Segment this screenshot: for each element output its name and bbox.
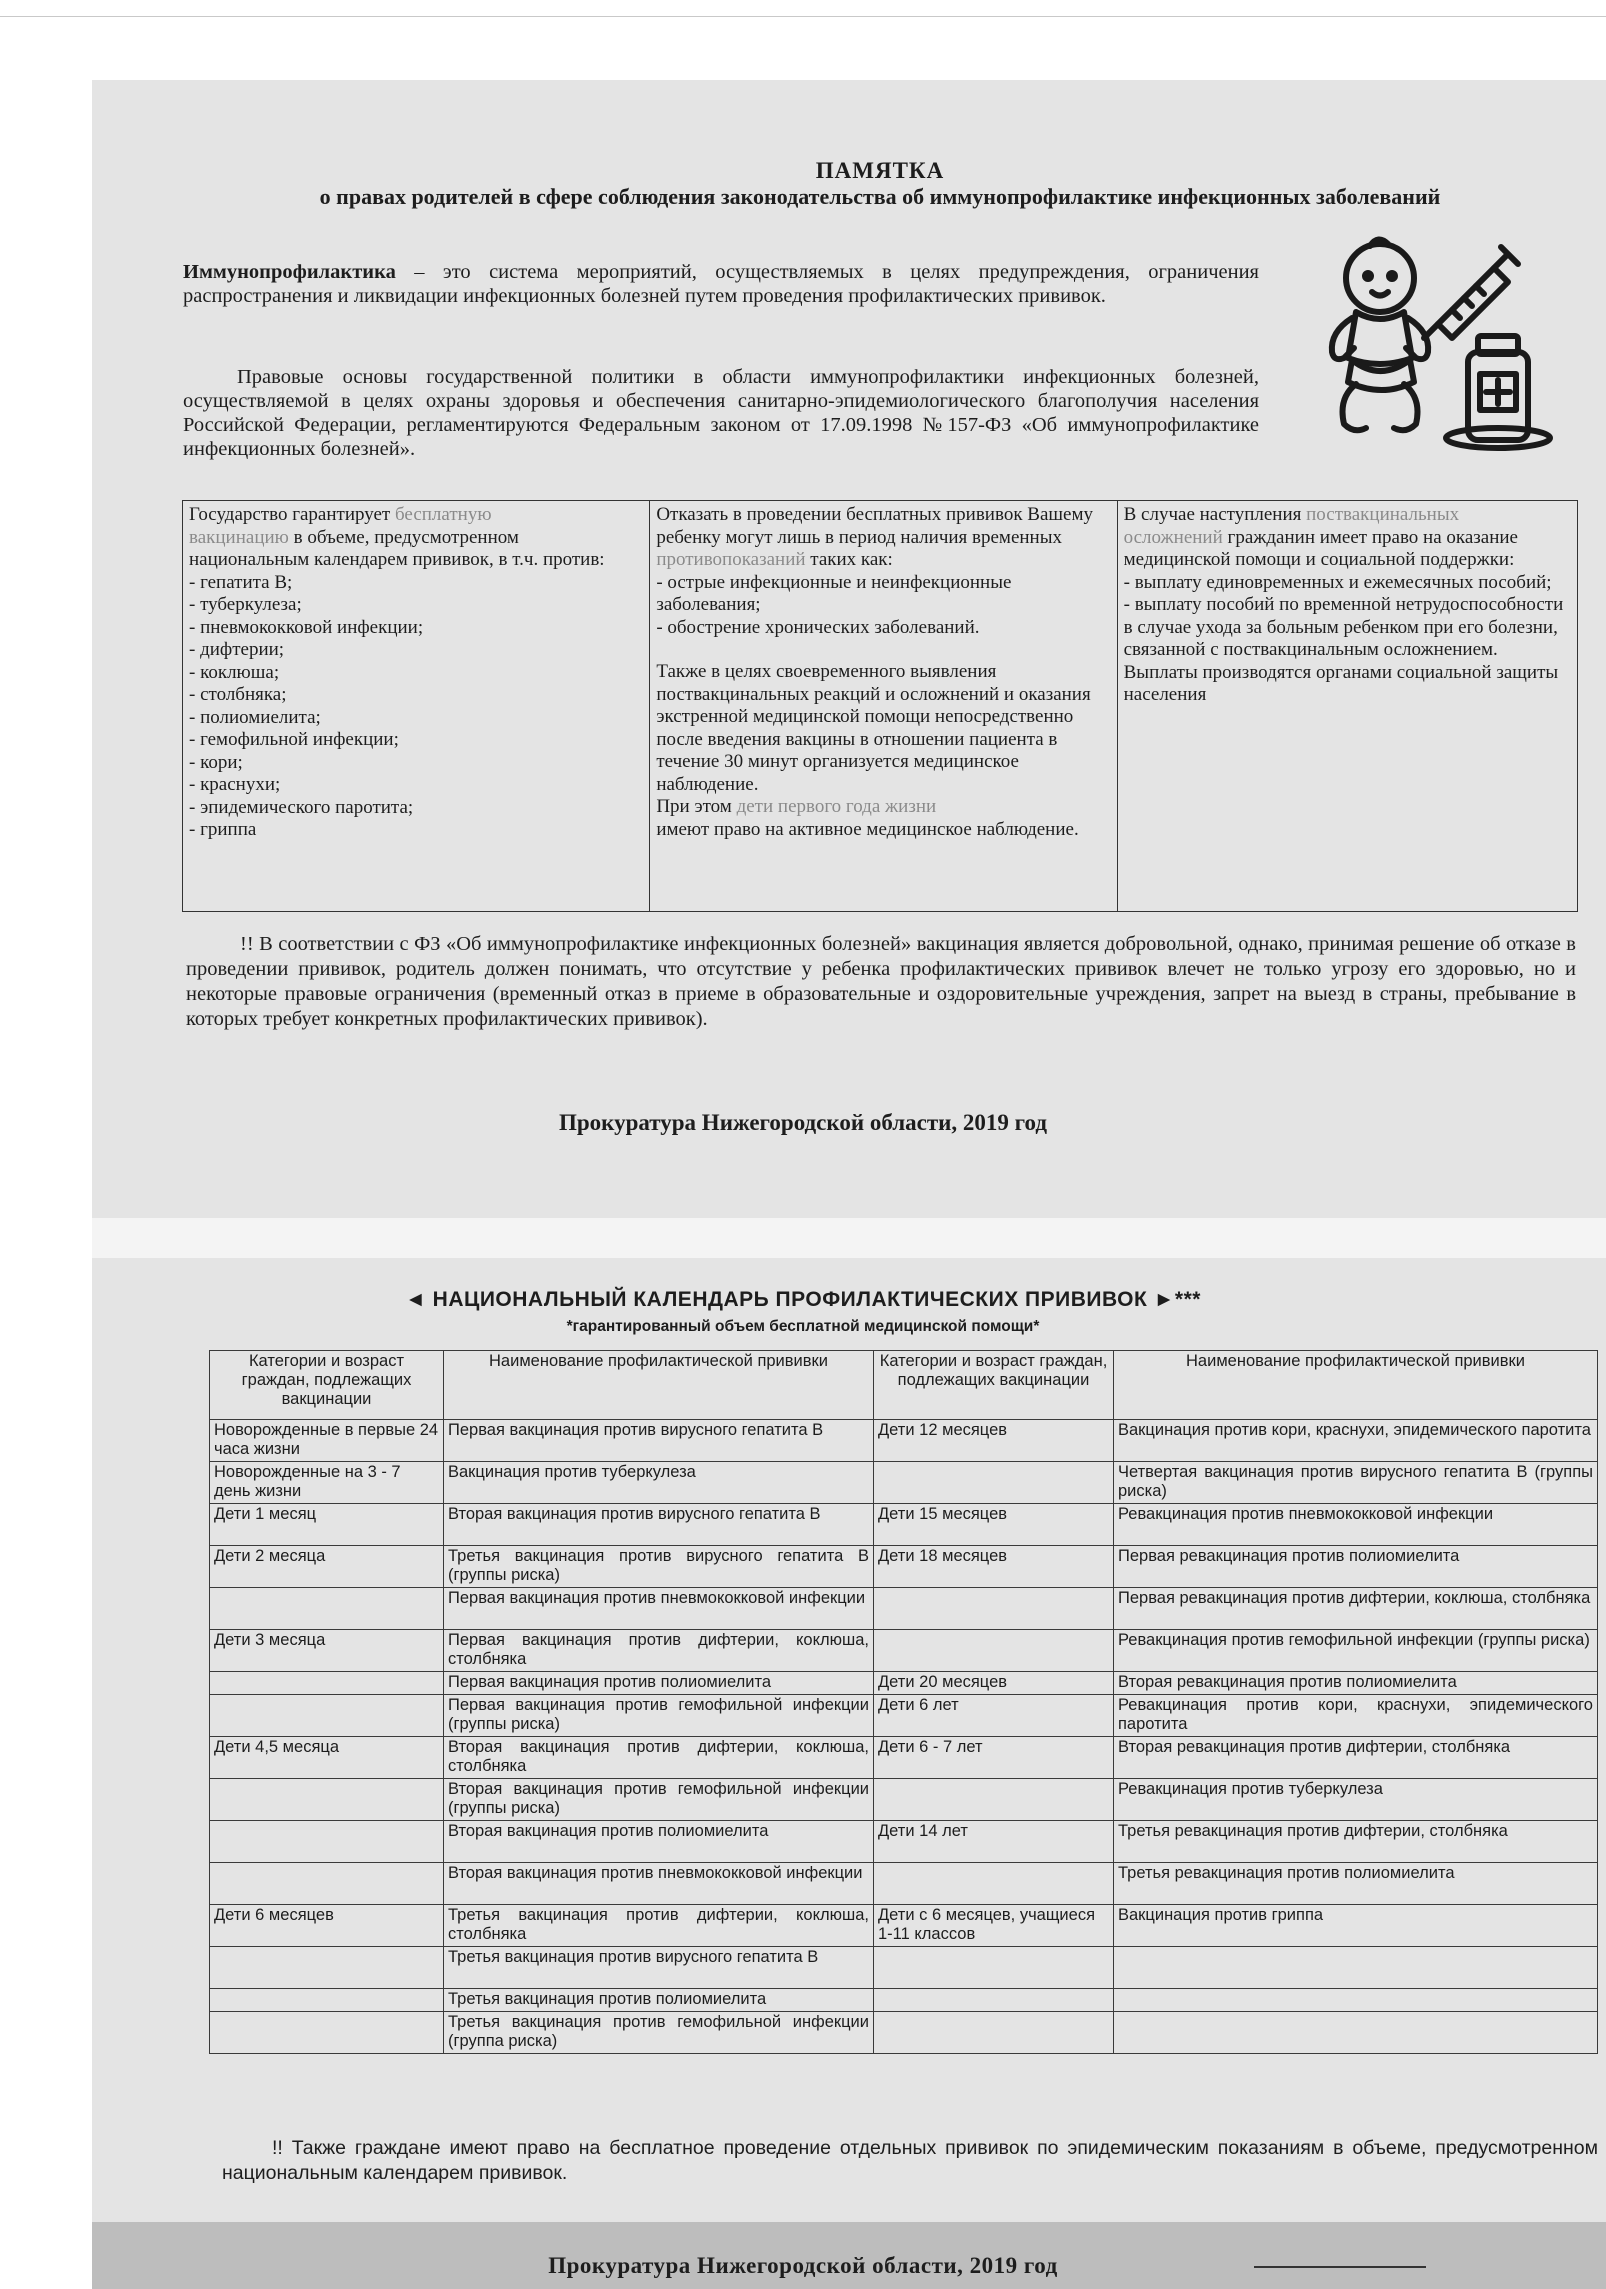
vaccine-cell [1114, 1947, 1598, 1989]
contraindication-item: - обострение хронических заболеваний. [656, 616, 980, 638]
disease-item: - эпидемического паротита; [189, 796, 414, 818]
age-cell: Дети 20 месяцев [874, 1672, 1114, 1695]
age-cell: Дети 6 месяцев [210, 1905, 444, 1947]
table-row [210, 1588, 1598, 1630]
table-header-row [210, 1351, 1598, 1420]
vaccine-cell: Вакцинация против кори, краснухи, эпидемического паротита [1114, 1420, 1598, 1462]
vaccine-cell: Третья ревакцинация против полиомиелита [1114, 1863, 1598, 1905]
disease-item: - гемофильной инфекции; [189, 729, 399, 750]
age-cell [210, 1947, 444, 1989]
scan-top-rule [0, 16, 1606, 17]
infant-text: При этом [656, 796, 737, 817]
age-cell [210, 2012, 444, 2054]
age-cell [874, 1462, 1114, 1504]
vaccine-cell: Ревакцинация против кори, краснухи, эпидемического паротита [1114, 1695, 1598, 1737]
column-header: Наименование профилактической прививки [444, 1351, 874, 1420]
prosecutor-signature: Прокуратура Нижегородской области, 2019 год [558, 1110, 1048, 1135]
vaccine-cell: Первая вакцинация против полиомиелита [444, 1672, 874, 1695]
age-cell: Дети 6 лет [874, 1695, 1114, 1737]
age-cell: Дети 18 месяцев [874, 1546, 1114, 1588]
age-cell [874, 2012, 1114, 2054]
table-row [210, 1546, 1598, 1588]
disease-item: - кори; [189, 751, 243, 773]
age-cell: Дети 4,5 месяца [210, 1737, 444, 1779]
rights-table [182, 500, 1578, 912]
epidemic-indications-footnote: !! Также граждане имеют право на бесплатное проведение отдельных прививок по эпидемическим показаниям в объеме, предусмотренном национальным календарем прививок. [222, 2137, 1598, 2184]
age-cell [874, 1588, 1114, 1630]
guarantee-heading-cont: в объеме, предусмотренном национальным календарем прививок, в т.ч. против: [189, 526, 605, 570]
disease-item: - пневмококковой инфекции; [189, 616, 424, 638]
table-row [210, 1420, 1598, 1462]
table-row [210, 1905, 1598, 1947]
complication-heading-faded: осложнений [1123, 526, 1223, 548]
table-row [210, 1989, 1598, 2012]
age-cell: Дети 12 месяцев [874, 1420, 1114, 1462]
vaccine-cell: Первая вакцинация против пневмококковой инфекции [444, 1588, 874, 1630]
signature-underline [1254, 2266, 1426, 2268]
intro-legal-basis: Правовые основы государственной политики в области иммунопрофилактики инфекционных болезней, осуществляемой в целях охраны здоровья и обеспечения санитарно-эпидемиологического благополучия населения Российской Федерации, регламентируются Федеральным законом от 17.09.1998 №157-ФЗ «Об иммунопрофилактике инфекционных болезней». [183, 366, 1259, 460]
age-cell: Дети с 6 месяцев, учащиеся 1-11 классов [874, 1905, 1114, 1947]
disease-item: - краснухи; [189, 774, 281, 795]
age-cell: Новорожденные на 3 - 7 день жизни [210, 1462, 444, 1504]
table-row [210, 1863, 1598, 1905]
complication-heading-cont: гражданин имеет право на оказание медицинской помощи и социальной поддержки: [1123, 526, 1518, 570]
complication-heading: В случае наступления [1123, 504, 1307, 525]
disease-item: - туберкулеза; [189, 594, 302, 615]
infant-text-cont: имеют право на активное медицинское наблюдение. [656, 818, 1079, 840]
contraindication-item: - острые инфекционные и неинфекционные заболевания; [656, 571, 1012, 615]
vaccine-cell: Ревакцинация против пневмококковой инфекции [1114, 1504, 1598, 1546]
spacer [656, 639, 1110, 661]
age-cell [210, 1672, 444, 1695]
benefit-item: - выплату пособий по временной нетрудоспособности в случае ухода за больным ребенком при его болезни, связанной с поствакцинальным осложнением. [1123, 594, 1564, 660]
disease-item: - дифтерии; [189, 639, 285, 660]
age-cell [210, 1588, 444, 1630]
vaccine-cell: Вторая вакцинация против пневмококковой инфекции [444, 1863, 874, 1905]
complication-heading-faded: поствакцинальных [1306, 504, 1460, 525]
column-header: Категории и возраст граждан, подлежащих вакцинации [874, 1351, 1114, 1420]
vaccine-cell: Вторая ревакцинация против полиомиелита [1114, 1672, 1598, 1695]
observation-text: Также в целях своевременного выявления поствакцинальных реакций и осложнений и оказания экстренной медицинской помощи непосредственно после введения вакцины в отношении пациента в течение 30 минут организуется медицинское наблюдение. [656, 661, 1091, 795]
age-cell: Дети 14 лет [874, 1821, 1114, 1863]
age-cell [210, 1695, 444, 1737]
age-cell [210, 1989, 444, 2012]
age-cell: Дети 2 месяца [210, 1546, 444, 1588]
baby-syringe-vial-icon [1318, 232, 1554, 456]
table-row [210, 1695, 1598, 1737]
vaccine-cell: Первая вакцинация против вирусного гепатита В [444, 1420, 874, 1462]
table-row [210, 1737, 1598, 1779]
vaccine-cell: Ревакцинация против туберкулеза [1114, 1779, 1598, 1821]
disease-item: - гепатита В; [189, 571, 293, 593]
vaccine-cell: Вакцинация против гриппа [1114, 1905, 1598, 1947]
table-row [210, 1462, 1598, 1504]
vaccine-cell [1114, 1989, 1598, 2012]
intro-term: Иммунопрофилактика [183, 261, 396, 283]
vaccine-cell: Ревакцинация против гемофильной инфекции (группы риска) [1114, 1630, 1598, 1672]
vaccine-cell [1114, 2012, 1598, 2054]
rights-column-complications [1117, 501, 1577, 912]
guarantee-heading: Государство гарантирует [189, 504, 395, 525]
vaccine-cell: Первая ревакцинация против полиомиелита [1114, 1546, 1598, 1588]
vaccine-cell: Вторая вакцинация против полиомиелита [444, 1821, 874, 1863]
benefit-item: - выплату единовременных и ежемесячных пособий; [1123, 571, 1552, 593]
calendar-subtitle: *гарантированный объем бесплатной медицинской помощи* [566, 1318, 1040, 1335]
table-row [210, 1947, 1598, 1989]
guarantee-heading-faded: вакцинацию [189, 526, 289, 548]
document-subtitle: о правах родителей в сфере соблюдения законодательства об иммунопрофилактике инфекционных заболеваний [319, 184, 1441, 209]
refusal-text: Отказать в проведении бесплатных прививок Вашему ребенку могут лишь в период наличия временных [656, 504, 1093, 548]
age-cell: Дети 1 месяц [210, 1504, 444, 1546]
vaccine-cell: Четвертая вакцинация против вирусного гепатита В (группы риска) [1114, 1462, 1598, 1504]
voluntary-vaccination-notice: !! В соответствии с ФЗ «Об иммунопрофилактике инфекционных болезней» вакцинация является добровольной, однако, принимая решение об отказе в проведении прививок, родитель должен понимать, что отсутствие у ребенка профилактических прививок влечет не только угрозу его здоровью, но и некоторые правовые ограничения (временный отказ в приеме в образовательные и оздоровительные учреждения, запрет на выезд в страны, пребывание в которых требует конкретных профилактических прививок). [186, 933, 1576, 1030]
age-cell [210, 1863, 444, 1905]
disease-item: - гриппа [189, 819, 257, 840]
guarantee-heading-faded: бесплатную [395, 504, 492, 525]
prosecutor-signature-footer: Прокуратура Нижегородской области, 2019 год [548, 2253, 1058, 2278]
intro-definition-text: – это система мероприятий, осуществляемых в целях предупреждения, ограничения распространения и ликвидации инфекционных болезней путем проведения профилактических прививок. [183, 261, 1259, 307]
vaccine-cell: Первая ревакцинация против дифтерии, коклюша, столбняка [1114, 1588, 1598, 1630]
age-cell: Новорожденные в первые 24 часа жизни [210, 1420, 444, 1462]
age-cell [874, 1863, 1114, 1905]
rights-column-guarantees [183, 501, 650, 912]
disease-item: - столбняка; [189, 684, 287, 705]
vaccine-cell: Первая вакцинация против гемофильной инфекции (группы риска) [444, 1695, 874, 1737]
benefits-footer: Выплаты производятся органами социальной защиты населения [1123, 661, 1559, 705]
vaccine-cell: Третья вакцинация против гемофильной инфекции (группа риска) [444, 2012, 874, 2054]
vaccine-cell: Вторая вакцинация против вирусного гепатита В [444, 1504, 874, 1546]
age-cell [874, 1947, 1114, 1989]
refusal-text-faded: противопоказаний [656, 549, 806, 570]
table-row [210, 1672, 1598, 1695]
vaccine-cell: Вторая ревакцинация против дифтерии, столбняка [1114, 1737, 1598, 1779]
vaccine-cell: Вакцинация против туберкулеза [444, 1462, 874, 1504]
intro-definition [183, 260, 1259, 308]
calendar-title: ◄ НАЦИОНАЛЬНЫЙ КАЛЕНДАРЬ ПРОФИЛАКТИЧЕСКИХ ПРИВИВОК ►*** [405, 1288, 1201, 1311]
table-row [210, 1779, 1598, 1821]
vaccine-cell: Третья вакцинация против вирусного гепатита В (группы риска) [444, 1546, 874, 1588]
document-title: ПАМЯТКА [815, 158, 945, 183]
vaccine-cell: Третья вакцинация против дифтерии, коклюша, столбняка [444, 1905, 874, 1947]
refusal-text-cont: таких как: [805, 549, 893, 570]
age-cell [874, 1779, 1114, 1821]
table-row [210, 2012, 1598, 2054]
age-cell: Дети 3 месяца [210, 1630, 444, 1672]
vaccine-cell: Третья ревакцинация против дифтерии, столбняка [1114, 1821, 1598, 1863]
age-cell [874, 1989, 1114, 2012]
infant-text-faded: дети первого года жизни [736, 796, 937, 817]
age-cell [210, 1821, 444, 1863]
age-cell: Дети 15 месяцев [874, 1504, 1114, 1546]
vaccine-cell: Первая вакцинация против дифтерии, коклюша, столбняка [444, 1630, 874, 1672]
rights-column-refusal [650, 501, 1117, 912]
column-header: Наименование профилактической прививки [1114, 1351, 1598, 1420]
vaccine-cell: Вторая вакцинация против дифтерии, коклюша, столбняка [444, 1737, 874, 1779]
paper-gap [92, 1218, 1606, 1258]
disease-item: - коклюша; [189, 661, 280, 683]
document-title-block [180, 158, 1580, 210]
vaccination-calendar-table [209, 1350, 1598, 2054]
vaccine-cell: Вторая вакцинация против гемофильной инфекции (группы риска) [444, 1779, 874, 1821]
vaccine-cell: Третья вакцинация против полиомиелита [444, 1989, 874, 2012]
table-row [210, 1821, 1598, 1863]
table-row [210, 1630, 1598, 1672]
disease-item: - полиомиелита; [189, 706, 321, 728]
age-cell [210, 1779, 444, 1821]
column-header: Категории и возраст граждан, подлежащих вакцинации [210, 1351, 444, 1420]
age-cell: Дети 6 - 7 лет [874, 1737, 1114, 1779]
age-cell [874, 1630, 1114, 1672]
table-row [210, 1504, 1598, 1546]
vaccine-cell: Третья вакцинация против вирусного гепатита В [444, 1947, 874, 1989]
